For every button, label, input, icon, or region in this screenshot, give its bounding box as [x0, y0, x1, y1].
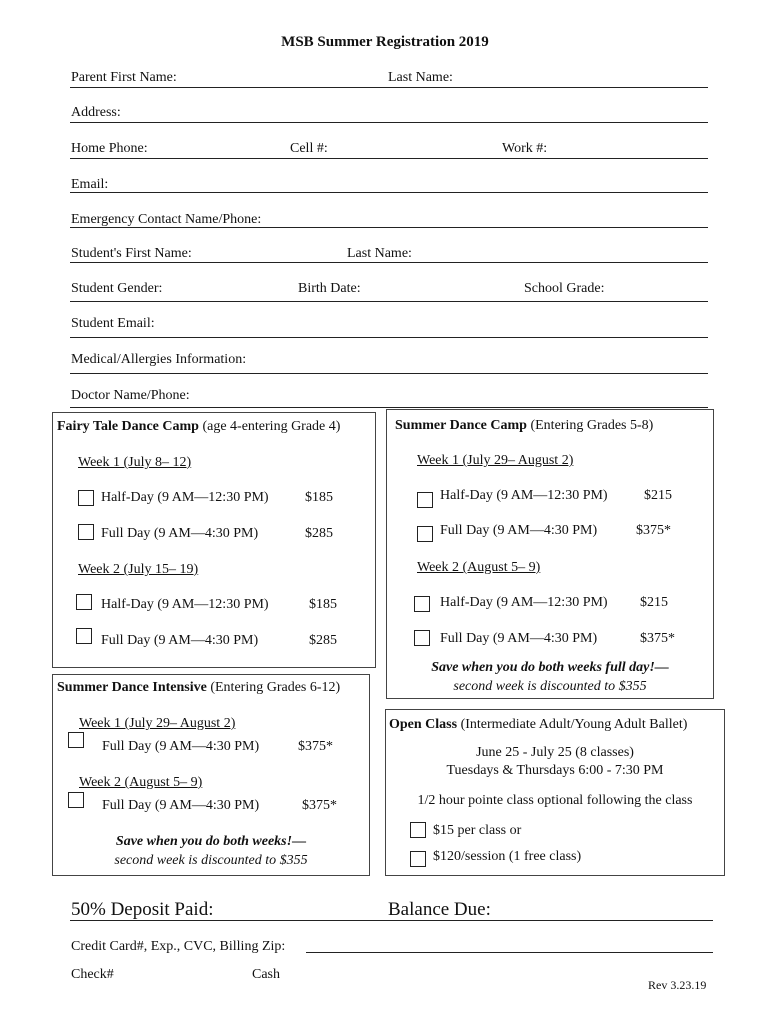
- summer-camp-w2-half-checkbox[interactable]: [414, 596, 430, 612]
- fairy-w1-half-price: $185: [305, 490, 333, 505]
- birth-date-label: Birth Date:: [298, 281, 361, 296]
- doctor-label: Doctor Name/Phone:: [71, 388, 190, 403]
- parent-last-name-label: Last Name:: [388, 70, 453, 85]
- summer-camp-w2-full-checkbox[interactable]: [414, 630, 430, 646]
- fairy-week1-label: Week 1 (July 8– 12): [78, 455, 192, 470]
- fairy-w2-half-checkbox[interactable]: [76, 594, 92, 610]
- open-class-per-class-checkbox[interactable]: [410, 822, 426, 838]
- page-title: MSB Summer Registration 2019: [281, 34, 489, 50]
- credit-card-label: Credit Card#, Exp., CVC, Billing Zip:: [71, 939, 286, 954]
- summer-camp-w1-full-checkbox[interactable]: [417, 526, 433, 542]
- cash-label: Cash: [252, 967, 280, 982]
- intensive-discount-note: second week is discounted to $355: [114, 853, 308, 868]
- student-email-field[interactable]: [70, 337, 708, 338]
- student-name-field[interactable]: [70, 262, 708, 263]
- intensive-save-note: Save when you do both weeks!—: [115, 834, 307, 849]
- fairy-w1-full-checkbox[interactable]: [78, 524, 94, 540]
- emergency-contact-field[interactable]: [70, 227, 708, 228]
- fairy-w1-full-price: $285: [305, 526, 333, 541]
- open-class-heading: Open Class (Intermediate Adult/Young Adult Ballet): [389, 717, 688, 732]
- intensive-w2-full-label: Full Day (9 AM—4:30 PM): [102, 798, 260, 813]
- emergency-contact-label: Emergency Contact Name/Phone:: [71, 212, 262, 227]
- summer-camp-week1-label: Week 1 (July 29– August 2): [417, 453, 574, 468]
- address-label: Address:: [71, 105, 121, 120]
- student-last-name-label: Last Name:: [347, 246, 412, 261]
- intensive-w1-price: $375*: [298, 739, 333, 754]
- fairy-w1-half-label: Half-Day (9 AM—12:30 PM): [101, 490, 269, 505]
- summer-camp-w1-half-checkbox[interactable]: [417, 492, 433, 508]
- intensive-week2-label: Week 2 (August 5– 9): [79, 775, 203, 790]
- intensive-heading: Summer Dance Intensive (Entering Grades 6-12): [57, 680, 341, 695]
- open-class-pointe-note: 1/2 hour pointe class optional following the class: [417, 793, 693, 808]
- deposit-paid-label: 50% Deposit Paid:: [71, 899, 214, 920]
- email-label: Email:: [71, 177, 109, 192]
- address-field[interactable]: [70, 122, 708, 123]
- credit-card-field[interactable]: [306, 952, 713, 953]
- intensive-week1-label: Week 1 (July 29– August 2): [79, 716, 236, 731]
- fairy-w2-full-label: Full Day (9 AM—4:30 PM): [101, 633, 259, 648]
- fairy-w2-full-checkbox[interactable]: [76, 628, 92, 644]
- summer-camp-w2-half-label: Half-Day (9 AM—12:30 PM): [440, 595, 608, 610]
- doctor-field[interactable]: [70, 407, 708, 408]
- summer-camp-w1-full-label: Full Day (9 AM—4:30 PM): [440, 523, 598, 538]
- summer-camp-w2-full-label: Full Day (9 AM—4:30 PM): [440, 631, 598, 646]
- phone-field[interactable]: [70, 158, 708, 159]
- fairy-tale-heading: Fairy Tale Dance Camp (age 4-entering Grade 4): [57, 419, 341, 434]
- fairy-w2-half-label: Half-Day (9 AM—12:30 PM): [101, 597, 269, 612]
- intensive-w2-full-checkbox[interactable]: [68, 792, 84, 808]
- parent-first-name-label: Parent First Name:: [71, 70, 177, 85]
- student-email-label: Student Email:: [71, 316, 155, 331]
- student-gender-label: Student Gender:: [71, 281, 163, 296]
- fairy-week2-label: Week 2 (July 15– 19): [78, 562, 199, 577]
- fairy-w1-full-label: Full Day (9 AM—4:30 PM): [101, 526, 259, 541]
- intensive-w1-full-checkbox[interactable]: [68, 732, 84, 748]
- medical-label: Medical/Allergies Information:: [71, 352, 247, 367]
- student-first-name-label: Student's First Name:: [71, 246, 192, 261]
- summer-camp-heading: Summer Dance Camp (Entering Grades 5-8): [395, 418, 654, 433]
- student-info-field[interactable]: [70, 301, 708, 302]
- summer-camp-discount-note: second week is discounted to $355: [453, 679, 647, 694]
- summer-camp-w1-full-price: $375*: [636, 523, 671, 538]
- summer-camp-week2-label: Week 2 (August 5– 9): [417, 560, 541, 575]
- summer-camp-save-note: Save when you do both weeks full day!—: [431, 660, 669, 675]
- open-class-session-checkbox[interactable]: [410, 851, 426, 867]
- parent-name-field[interactable]: [70, 87, 708, 88]
- intensive-w2-price: $375*: [302, 798, 337, 813]
- fairy-w2-half-price: $185: [309, 597, 337, 612]
- open-class-times: Tuesdays & Thursdays 6:00 - 7:30 PM: [446, 763, 664, 778]
- open-class-per-class-label: $15 per class or: [433, 823, 522, 838]
- summer-camp-w2-half-price: $215: [640, 595, 668, 610]
- home-phone-label: Home Phone:: [71, 141, 148, 156]
- check-label: Check#: [71, 967, 114, 982]
- medical-field[interactable]: [70, 373, 708, 374]
- balance-due-label: Balance Due:: [388, 899, 491, 920]
- open-class-dates: June 25 - July 25 (8 classes): [476, 745, 634, 760]
- deposit-balance-field[interactable]: [70, 920, 713, 921]
- intensive-w1-full-label: Full Day (9 AM—4:30 PM): [102, 739, 260, 754]
- work-label: Work #:: [502, 141, 548, 156]
- fairy-w2-full-price: $285: [309, 633, 337, 648]
- summer-camp-w1-half-price: $215: [644, 488, 672, 503]
- summer-camp-w1-half-label: Half-Day (9 AM—12:30 PM): [440, 488, 608, 503]
- school-grade-label: School Grade:: [524, 281, 605, 296]
- summer-camp-w2-full-price: $375*: [640, 631, 675, 646]
- cell-label: Cell #:: [290, 141, 328, 156]
- revision-note: Rev 3.23.19: [648, 978, 707, 992]
- fairy-w1-half-checkbox[interactable]: [78, 490, 94, 506]
- email-field[interactable]: [70, 192, 708, 193]
- open-class-session-label: $120/session (1 free class): [433, 849, 582, 864]
